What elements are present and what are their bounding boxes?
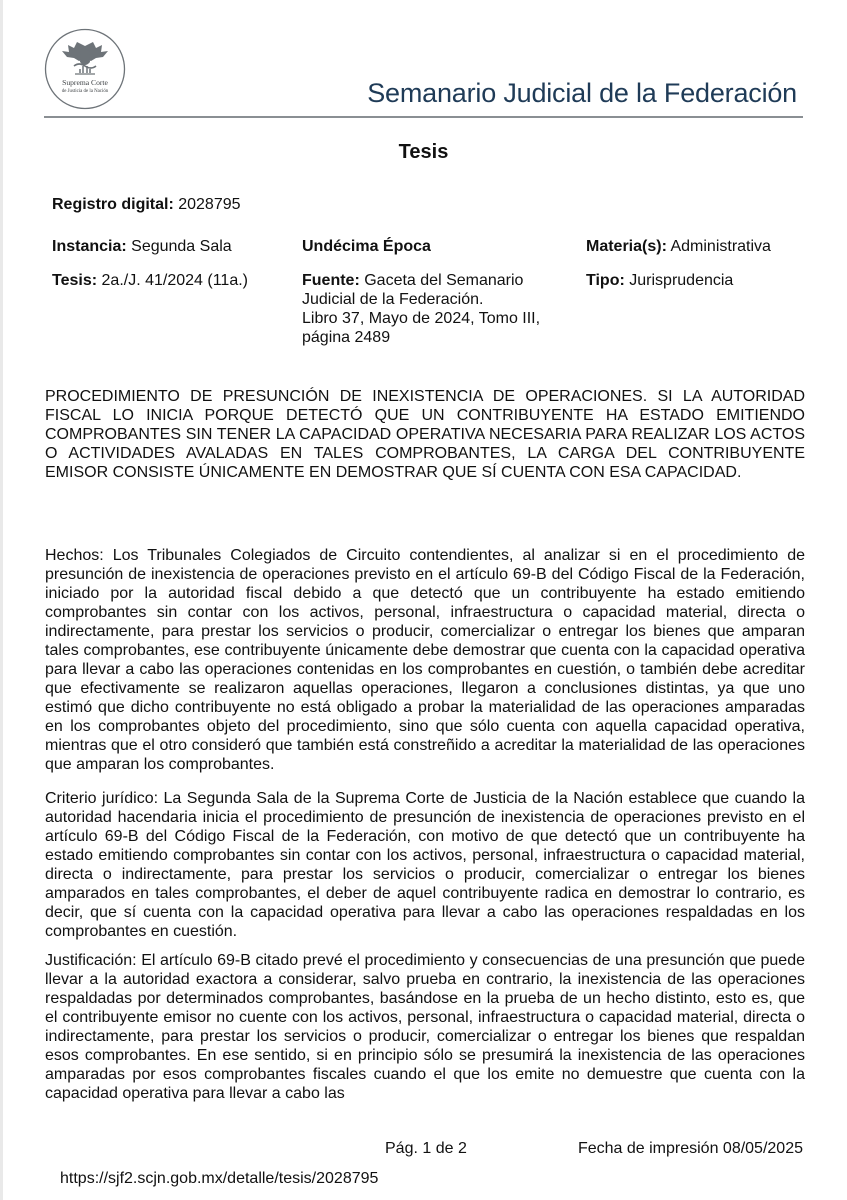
fuente-value-line4: página 2489 — [302, 329, 391, 346]
fuente — [302, 271, 572, 347]
source-url[interactable]: https://sjf2.scjn.gob.mx/detalle/tesis/2028795 — [60, 1170, 379, 1187]
header-divider — [44, 116, 803, 118]
scjn-logo — [44, 28, 126, 110]
instancia — [52, 237, 232, 256]
epoca-value: Undécima Época — [302, 238, 431, 255]
logo-text-line2: de Justicia de la Nación — [61, 89, 109, 94]
page-number: Pág. 1 de 2 — [385, 1140, 467, 1157]
paragraph-hechos: Hechos: Los Tribunales Colegiados de Circuito contendientes, al analizar si en el procedimiento de presunción de inexistencia de operaciones previsto en el artículo 69-B del Código Fiscal de la Federación, iniciado por la autoridad fiscal debido a que detectó que un contribuyente ha estado emitiendo comprobantes sin contar con los activos, personal, infraestructura o capacidad material, directa o indirectamente, para prestar los servicios o producir, comercializar o entregar los bienes que amparan tales comprobantes, ese contribuyente únicamente debe demostrar que cuenta con la capacidad operativa para llevar a cabo las operaciones contenidas en los comprobantes en cuestión, o también debe acreditar que efectivamente se realizaron aquellas operaciones, llegaron a conclusiones distintas, ya que uno estimó que dicho contribuyente no está obligado a probar la materialidad de las operaciones amparadas en los comprobantes objeto del procedimiento, sino que sólo cuenta con aquella capacidad operativa, mientras que el otro consideró que también está constreñido a acreditar la materialidad de las operaciones que amparan los comprobantes. — [45, 547, 805, 773]
logo-text-line1: Suprema Corte — [62, 78, 108, 87]
paragraph-justificacion: Justificación: El artículo 69-B citado prevé el procedimiento y consecuencias de una presunción que puede llevar a la autoridad exactora a considerar, salvo prueba en contrario, la inexistencia de las operaciones respaldadas por determinados comprobantes, basándose en la prueba de un hecho distinto, esto es, que el contribuyente emisor no cuente con los activos, personal, infraestructura o capacidad material, directa o indirectamente, para prestar los servicios o producir, comercializar o entregar los bienes que respaldan esos comprobantes. En ese sentido, si en principio sólo se presumirá la inexistencia de las operaciones amparadas por esos comprobantes fiscales cuando el que los emite no demuestre que cuenta con la capacidad operativa para llevar a cabo las — [45, 952, 805, 1102]
page-edge — [0, 0, 3, 1200]
registro-digital — [52, 195, 241, 214]
tipo-value: Jurisprudencia — [629, 272, 734, 289]
epoca — [302, 237, 431, 256]
materia — [586, 237, 771, 256]
instancia-value: Segunda Sala — [131, 238, 232, 255]
fuente-label: Fuente: — [302, 272, 360, 289]
fuente-value-line3: Libro 37, Mayo de 2024, Tomo III, — [302, 310, 541, 327]
tipo-label: Tipo: — [586, 272, 625, 289]
fuente-value-line2: Judicial de la Federación. — [302, 291, 484, 308]
tesis-value: 2a./J. 41/2024 (11a.) — [101, 272, 248, 289]
tesis-rubro: PROCEDIMIENTO DE PRESUNCIÓN DE INEXISTENCIA DE OPERACIONES. SI LA AUTORIDAD FISCAL LO INICIA PORQUE DETECTÓ QUE UN CONTRIBUYENTE HA ESTADO EMITIENDO COMPROBANTES SIN TENER LA CAPACIDAD OPERATIVA NECESARIA PARA REALIZAR LOS ACTOS O ACTIVIDADES AVALADAS EN TALES COMPROBANTES, LA CARGA DEL CONTRIBUYENTE EMISOR CONSISTE ÚNICAMENTE EN DEMOSTRAR QUE SÍ CUENTA CON ESA CAPACIDAD. — [45, 388, 805, 481]
print-date: Fecha de impresión 08/05/2025 — [577, 1140, 803, 1157]
document-type-heading: Tesis — [398, 141, 449, 163]
tesis-number — [52, 271, 248, 290]
materia-value: Administrativa — [670, 238, 771, 255]
tipo — [586, 271, 733, 290]
paragraph-criterio-juridico: Criterio jurídico: La Segunda Sala de la Suprema Corte de Justicia de la Nación establece que cuando la autoridad hacendaria inicia el procedimiento de presunción de inexistencia de operaciones previsto en el artículo 69-B del Código Fiscal de la Federación, con motivo de que detectó que un contribuyente ha estado emitiendo comprobantes sin contar con los activos, personal, infraestructura o capacidad material, directa o indirectamente, para prestar los servicios o producir, comercializar o entregar los bienes amparados en tales comprobantes, el deber de aquel contribuyente radica en demostrar lo contrario, es decir, que sí cuenta con la capacidad operativa para llevar a cabo las operaciones respaldadas en los comprobantes en cuestión. — [45, 790, 805, 940]
publication-title: Semanario Judicial de la Federación — [367, 78, 797, 108]
tesis-label: Tesis: — [52, 272, 98, 289]
scjn-seal-icon — [44, 28, 126, 110]
materia-label: Materia(s): — [586, 238, 667, 255]
fuente-value-line1: Gaceta del Semanario — [364, 272, 524, 289]
registro-label: Registro digital: — [52, 196, 174, 213]
instancia-label: Instancia: — [52, 238, 127, 255]
registro-value: 2028795 — [178, 196, 241, 213]
